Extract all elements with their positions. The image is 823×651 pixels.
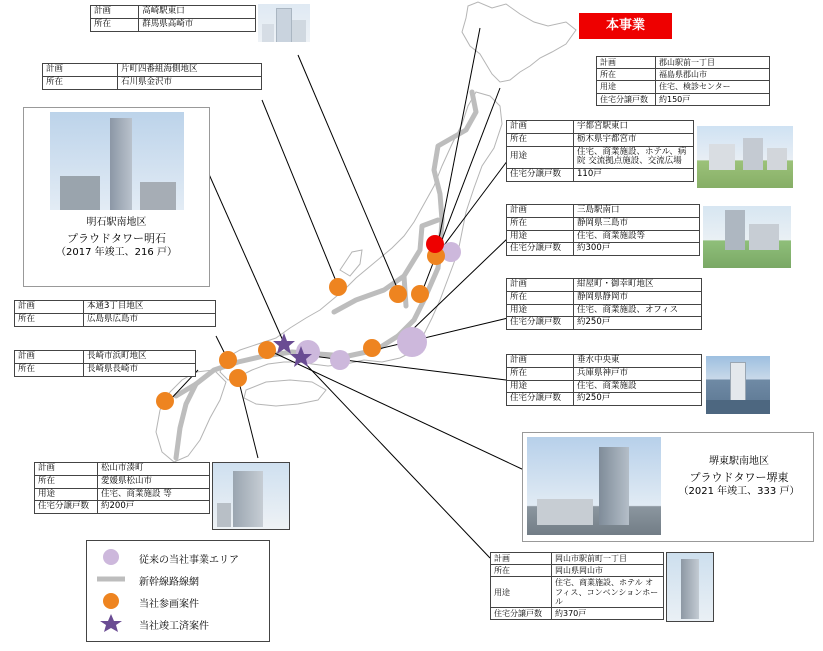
project-box-katamachi: 計画 片町四番組海側地区 所在 石川県金沢市 — [42, 63, 262, 90]
project-location: 群馬県高崎市 — [139, 18, 256, 31]
completed-card-sakai — [522, 432, 814, 542]
project-box-matsuyama: 計画 松山市湊町 所在 愛媛県松山市 用途 住宅、商業施設 等 住宅分譲戸数 約200戸 — [34, 462, 210, 514]
legend-item-area: 従来の当社事業エリア — [87, 547, 269, 567]
takasaki-photo — [258, 4, 310, 42]
completed-card-akashi — [23, 107, 210, 287]
this-project-marker — [426, 235, 444, 253]
rail-line-icon — [97, 569, 125, 589]
project-box-nagasaki: 計画 長崎市浜町地区 所在 長崎県長崎市 — [14, 350, 196, 377]
sakai-photo — [527, 437, 661, 535]
planned-circle-icon — [97, 591, 125, 611]
utsunomiya-photo — [697, 126, 793, 188]
project-box-tarumi: 計画 垂水中央東 所在 兵庫県神戸市 用途 住宅、商業施設 住宅分譲戸数 約250戸 — [506, 354, 702, 406]
project-box-mishima: 計画 三島駅南口 所在 静岡県三島市 用途 住宅、商業施設等 住宅分譲戸数 約300戸 — [506, 204, 700, 256]
completed-district: 明石駅南地区 — [86, 217, 147, 228]
completed-building-name: プラウドタワー明石 — [67, 231, 166, 245]
legend — [86, 540, 270, 642]
completed-note: （2021 年竣工、333 戸） — [678, 486, 800, 498]
akashi-photo — [50, 112, 184, 210]
kyushu-outline — [156, 370, 226, 462]
okayama-photo — [666, 552, 714, 622]
this-project-badge: 本事業 — [579, 13, 672, 39]
legend-item-completed: 当社竣工済案件 — [87, 613, 269, 633]
mishima-photo — [703, 206, 791, 268]
project-name: 高崎駅東口 — [139, 6, 256, 19]
tarumi-photo — [706, 356, 770, 414]
project-box-shizuoka: 計画 紺屋町・御幸町地区 所在 静岡県静岡市 用途 住宅、商業施設、オフィス 住宅分譲戸数 約250戸 — [506, 278, 702, 330]
shikoku-outline — [244, 380, 326, 406]
matsuyama-photo — [212, 462, 290, 530]
legend-item-planned: 当社参画案件 — [87, 591, 269, 611]
project-name: 片町四番組海側地区 — [118, 64, 262, 77]
project-box-utsunomiya: 計画 宇都宮駅東口 所在 栃木県宇都宮市 用途 住宅、商業施設、ホテル、病院 交流拠点施設、交流広場 住宅分譲戸数 110戸 — [506, 120, 694, 182]
completed-building-name: プラウドタワー堺東 — [689, 470, 789, 484]
project-box-takasaki: 計画 高崎駅東口 所在 群馬県高崎市 — [90, 5, 256, 32]
project-box-okayama: 計画 岡山市駅前町一丁目 所在 岡山県岡山市 用途 住宅、商業施設、ホテル オフィス、コンベンションホール 住宅分譲戸数 約370戸 — [490, 552, 664, 620]
project-location: 石川県金沢市 — [118, 76, 262, 89]
project-box-hondori: 計画 本通3丁目地区 所在 広島県広島市 — [14, 300, 216, 327]
legend-item-shinkansen: 新幹線路線網 — [87, 569, 269, 589]
project-box-koriyama: 計画 郡山駅前一丁目 所在 福島県郡山市 用途 住宅、検診センター 住宅分譲戸数 約150戸 — [596, 56, 770, 106]
completed-note: （2017 年竣工、216 戸） — [56, 247, 177, 259]
hokkaido-outline — [462, 2, 576, 82]
completed-district: 堺東駅南地区 — [709, 456, 769, 467]
star-icon — [97, 613, 125, 633]
area-circle-icon — [97, 547, 125, 567]
